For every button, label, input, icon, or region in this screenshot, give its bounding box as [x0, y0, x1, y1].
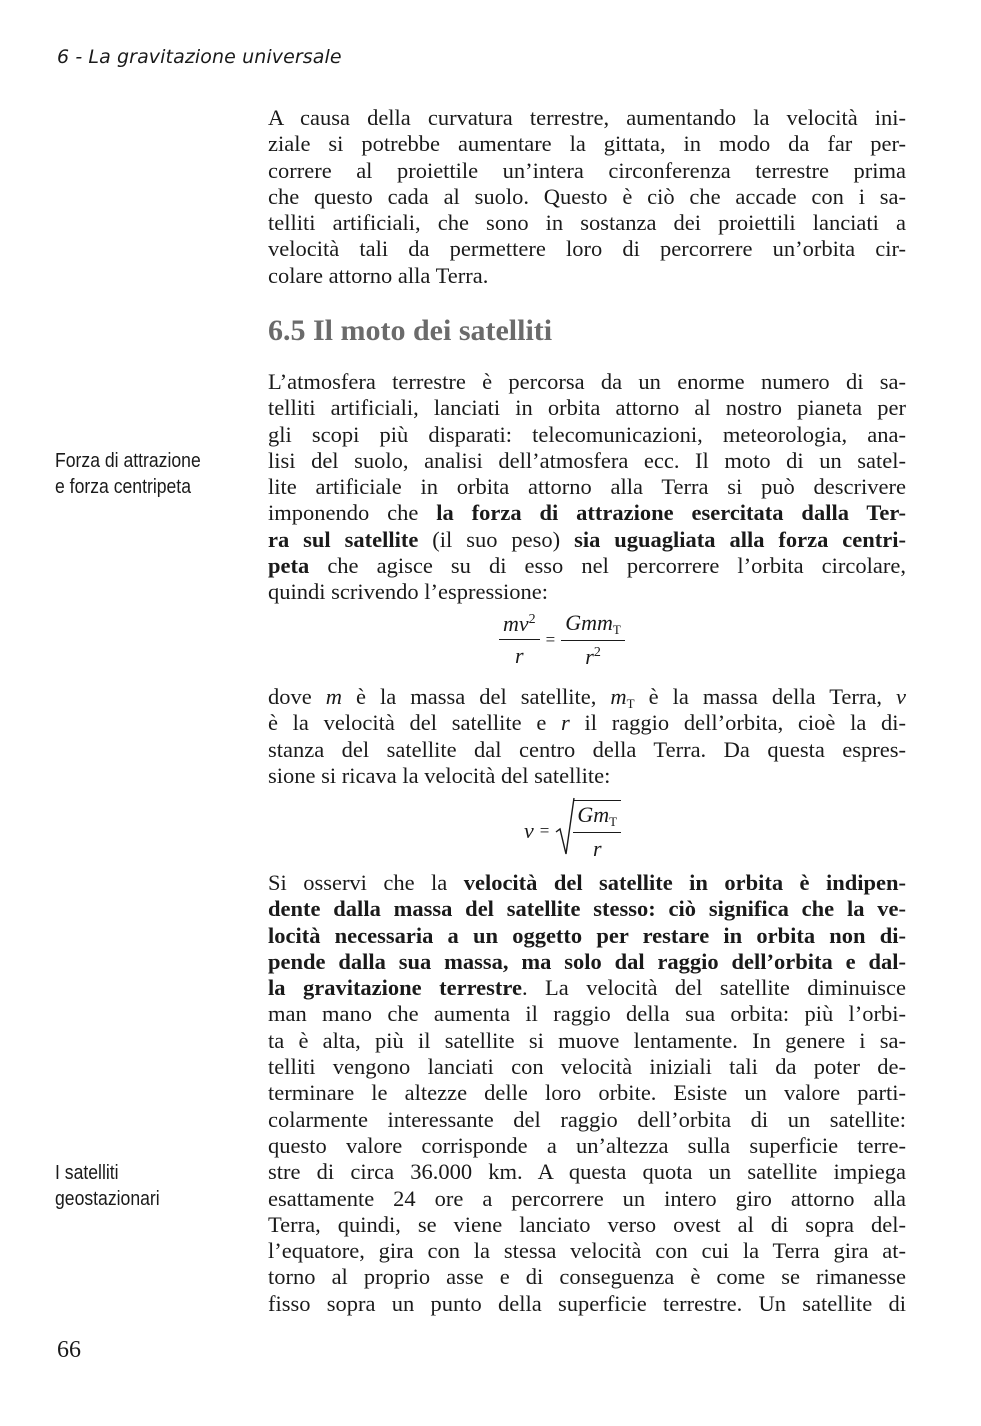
text-run: dove — [268, 684, 326, 709]
bold-run: la forza di attrazione esercitata dalla Ter- — [436, 500, 906, 526]
variable: m — [610, 684, 627, 709]
term: Gmm — [565, 610, 613, 635]
margin-note-geostationary — [55, 1160, 160, 1212]
bold-run: ra sul satellite — [268, 526, 419, 552]
subscript: T — [612, 622, 621, 637]
section-heading: 6.5 Il moto dei satelliti — [268, 314, 553, 347]
text-run: che agisce su di esso nel percorrere l’orbita circolare, — [309, 553, 906, 579]
equals-sign: = — [545, 630, 556, 649]
text-line — [268, 923, 906, 949]
term: r — [585, 644, 594, 669]
margin-note-line: e forza centripeta — [55, 476, 191, 498]
bold-run: velocità del satellite in orbita è indipen- — [463, 870, 907, 895]
variable: m — [325, 684, 343, 709]
text-line — [268, 896, 906, 922]
text-line: telliti artificiali, lanciati in orbita attorno al nostro pianeta per — [268, 395, 906, 421]
paragraph-satellite-motion — [268, 369, 906, 606]
text-line: l’equatore, gira con la stessa velocità con cui la Terra gira at- — [268, 1238, 906, 1264]
text-run: è la velocità del satellite e — [268, 710, 562, 736]
text-run: il raggio dell’orbita, cioè la di- — [569, 710, 906, 736]
text-line: stre di circa 36.000 km. A questa quota un satellite impiega — [268, 1159, 906, 1185]
bold-run: sia uguagliata alla forza centri- — [574, 526, 906, 552]
text-line: A causa della curvatura terrestre, aumentando la velocità ini- — [268, 105, 906, 130]
text-line: torno al proprio asse e di conseguenza è come se rimanesse — [268, 1264, 906, 1290]
text-line — [268, 500, 906, 526]
text-line: sione si ricava la velocità del satellite: — [268, 762, 611, 788]
fraction-right — [561, 610, 625, 670]
text-line: lisi del suolo, analisi dell’atmosfera ecc. Il moto di un satel- — [268, 447, 906, 473]
margin-note-line: I satelliti — [55, 1162, 119, 1184]
subscript: T — [609, 814, 618, 829]
text-line: correre al proiettile un’intera circonferenza terrestre prima — [268, 157, 906, 183]
variable: v — [524, 818, 534, 843]
fraction — [573, 802, 621, 862]
text-line: esattamente 24 ore a percorrere un intero giro attorno alla — [268, 1185, 906, 1211]
square-root — [555, 800, 621, 862]
text-line — [268, 975, 906, 1001]
bold-run: peta — [268, 553, 310, 579]
numerator — [499, 611, 540, 640]
text-line: colarmente interessante del raggio dell’orbita di un satellite: — [268, 1106, 906, 1132]
formula-orbital-velocity — [524, 800, 621, 862]
term: mv — [503, 611, 529, 636]
text-line — [268, 527, 906, 553]
running-head: 6 - La gravitazione universale — [57, 46, 342, 68]
bold-run: pende dalla sua massa, ma solo dal raggio dell’orbita e dal- — [268, 948, 906, 974]
fraction-left — [499, 611, 540, 669]
exponent: 2 — [528, 612, 536, 627]
margin-note-attraction — [55, 448, 201, 500]
text-line: telliti vengono lanciati con velocità iniziali tali da poter de- — [268, 1054, 906, 1080]
radical-sign-icon — [555, 796, 575, 858]
text-line: man mano che aumenta il raggio della sua orbita: più l’orbi- — [268, 1001, 906, 1027]
margin-note-line: geostazionari — [55, 1188, 160, 1210]
denominator — [561, 641, 625, 670]
text-run: Si osservi che la — [268, 870, 464, 895]
text-line: velocità tali da permettere loro di percorrere un’orbita cir- — [268, 236, 906, 262]
radicand — [573, 800, 621, 862]
text-line: Terra, quindi, se viene lanciato verso ovest al di sopra del- — [268, 1211, 906, 1237]
text-run: . La velocità del satellite diminuisce — [521, 975, 907, 1001]
text-line: colare attorno alla Terra. — [268, 262, 489, 288]
text-line — [268, 870, 906, 896]
text-line: ziale si potrebbe aumentare la gittata, in modo da far per- — [268, 131, 906, 157]
bold-run: dente dalla massa del satellite stesso: ciò significa che la ve- — [268, 896, 906, 922]
equals-sign: = — [539, 821, 550, 840]
text-run: è la massa della Terra, — [634, 684, 896, 709]
denominator: r — [515, 643, 524, 668]
text-line: che questo cada al suolo. Questo è ciò che accade con i sa- — [268, 183, 906, 209]
bold-run: la gravitazione terrestre — [268, 975, 522, 1001]
text-line: terminare le altezze delle loro orbite. Esiste un valore parti- — [268, 1080, 906, 1106]
text-run: è la massa del satellite, — [342, 684, 611, 709]
text-line: ta è alta, più il satellite si muove lentamente. In genere i sa- — [268, 1027, 906, 1053]
text-run: imponendo che — [268, 500, 437, 526]
variable: v — [896, 684, 906, 709]
paragraph-definitions — [268, 684, 906, 789]
denominator: r — [592, 836, 602, 861]
text-run: (il suo peso) — [418, 526, 575, 552]
text-line: telliti artificiali, che sono in sostanza dei proiettili lanciati a — [268, 210, 906, 236]
term: Gm — [577, 802, 610, 827]
text-line — [268, 684, 906, 710]
subscript: T — [626, 696, 635, 711]
bold-run: locità necessaria a un oggetto per restare in orbita non di- — [268, 922, 906, 948]
text-line: gli scopi più disparati: telecomunicazioni, meteorologia, ana- — [268, 421, 906, 447]
variable: r — [561, 710, 570, 736]
page-number: 66 — [57, 1337, 81, 1363]
text-line — [268, 949, 906, 975]
intro-paragraph — [268, 105, 906, 289]
text-line — [268, 553, 906, 579]
text-line: quindi scrivendo l’espressione: — [268, 579, 548, 605]
exponent: 2 — [593, 645, 601, 660]
text-line: lite artificiale in orbita attorno alla Terra si può descrivere — [268, 474, 906, 500]
text-line: fisso sopra un punto della superficie terrestre. Un satellite di — [268, 1290, 906, 1316]
paragraph-velocity-independence — [268, 870, 906, 1317]
formula-force-balance — [499, 610, 625, 670]
text-line: questo valore corrisponde a un’altezza sulla superficie terre- — [268, 1132, 906, 1158]
margin-note-line: Forza di attrazione — [55, 450, 201, 472]
numerator — [573, 802, 621, 833]
text-line: stanza del satellite dal centro della Terra. Da questa espres- — [268, 736, 906, 762]
numerator — [561, 610, 625, 641]
text-line — [268, 710, 906, 736]
text-line: L’atmosfera terrestre è percorsa da un enorme numero di sa- — [268, 369, 906, 394]
